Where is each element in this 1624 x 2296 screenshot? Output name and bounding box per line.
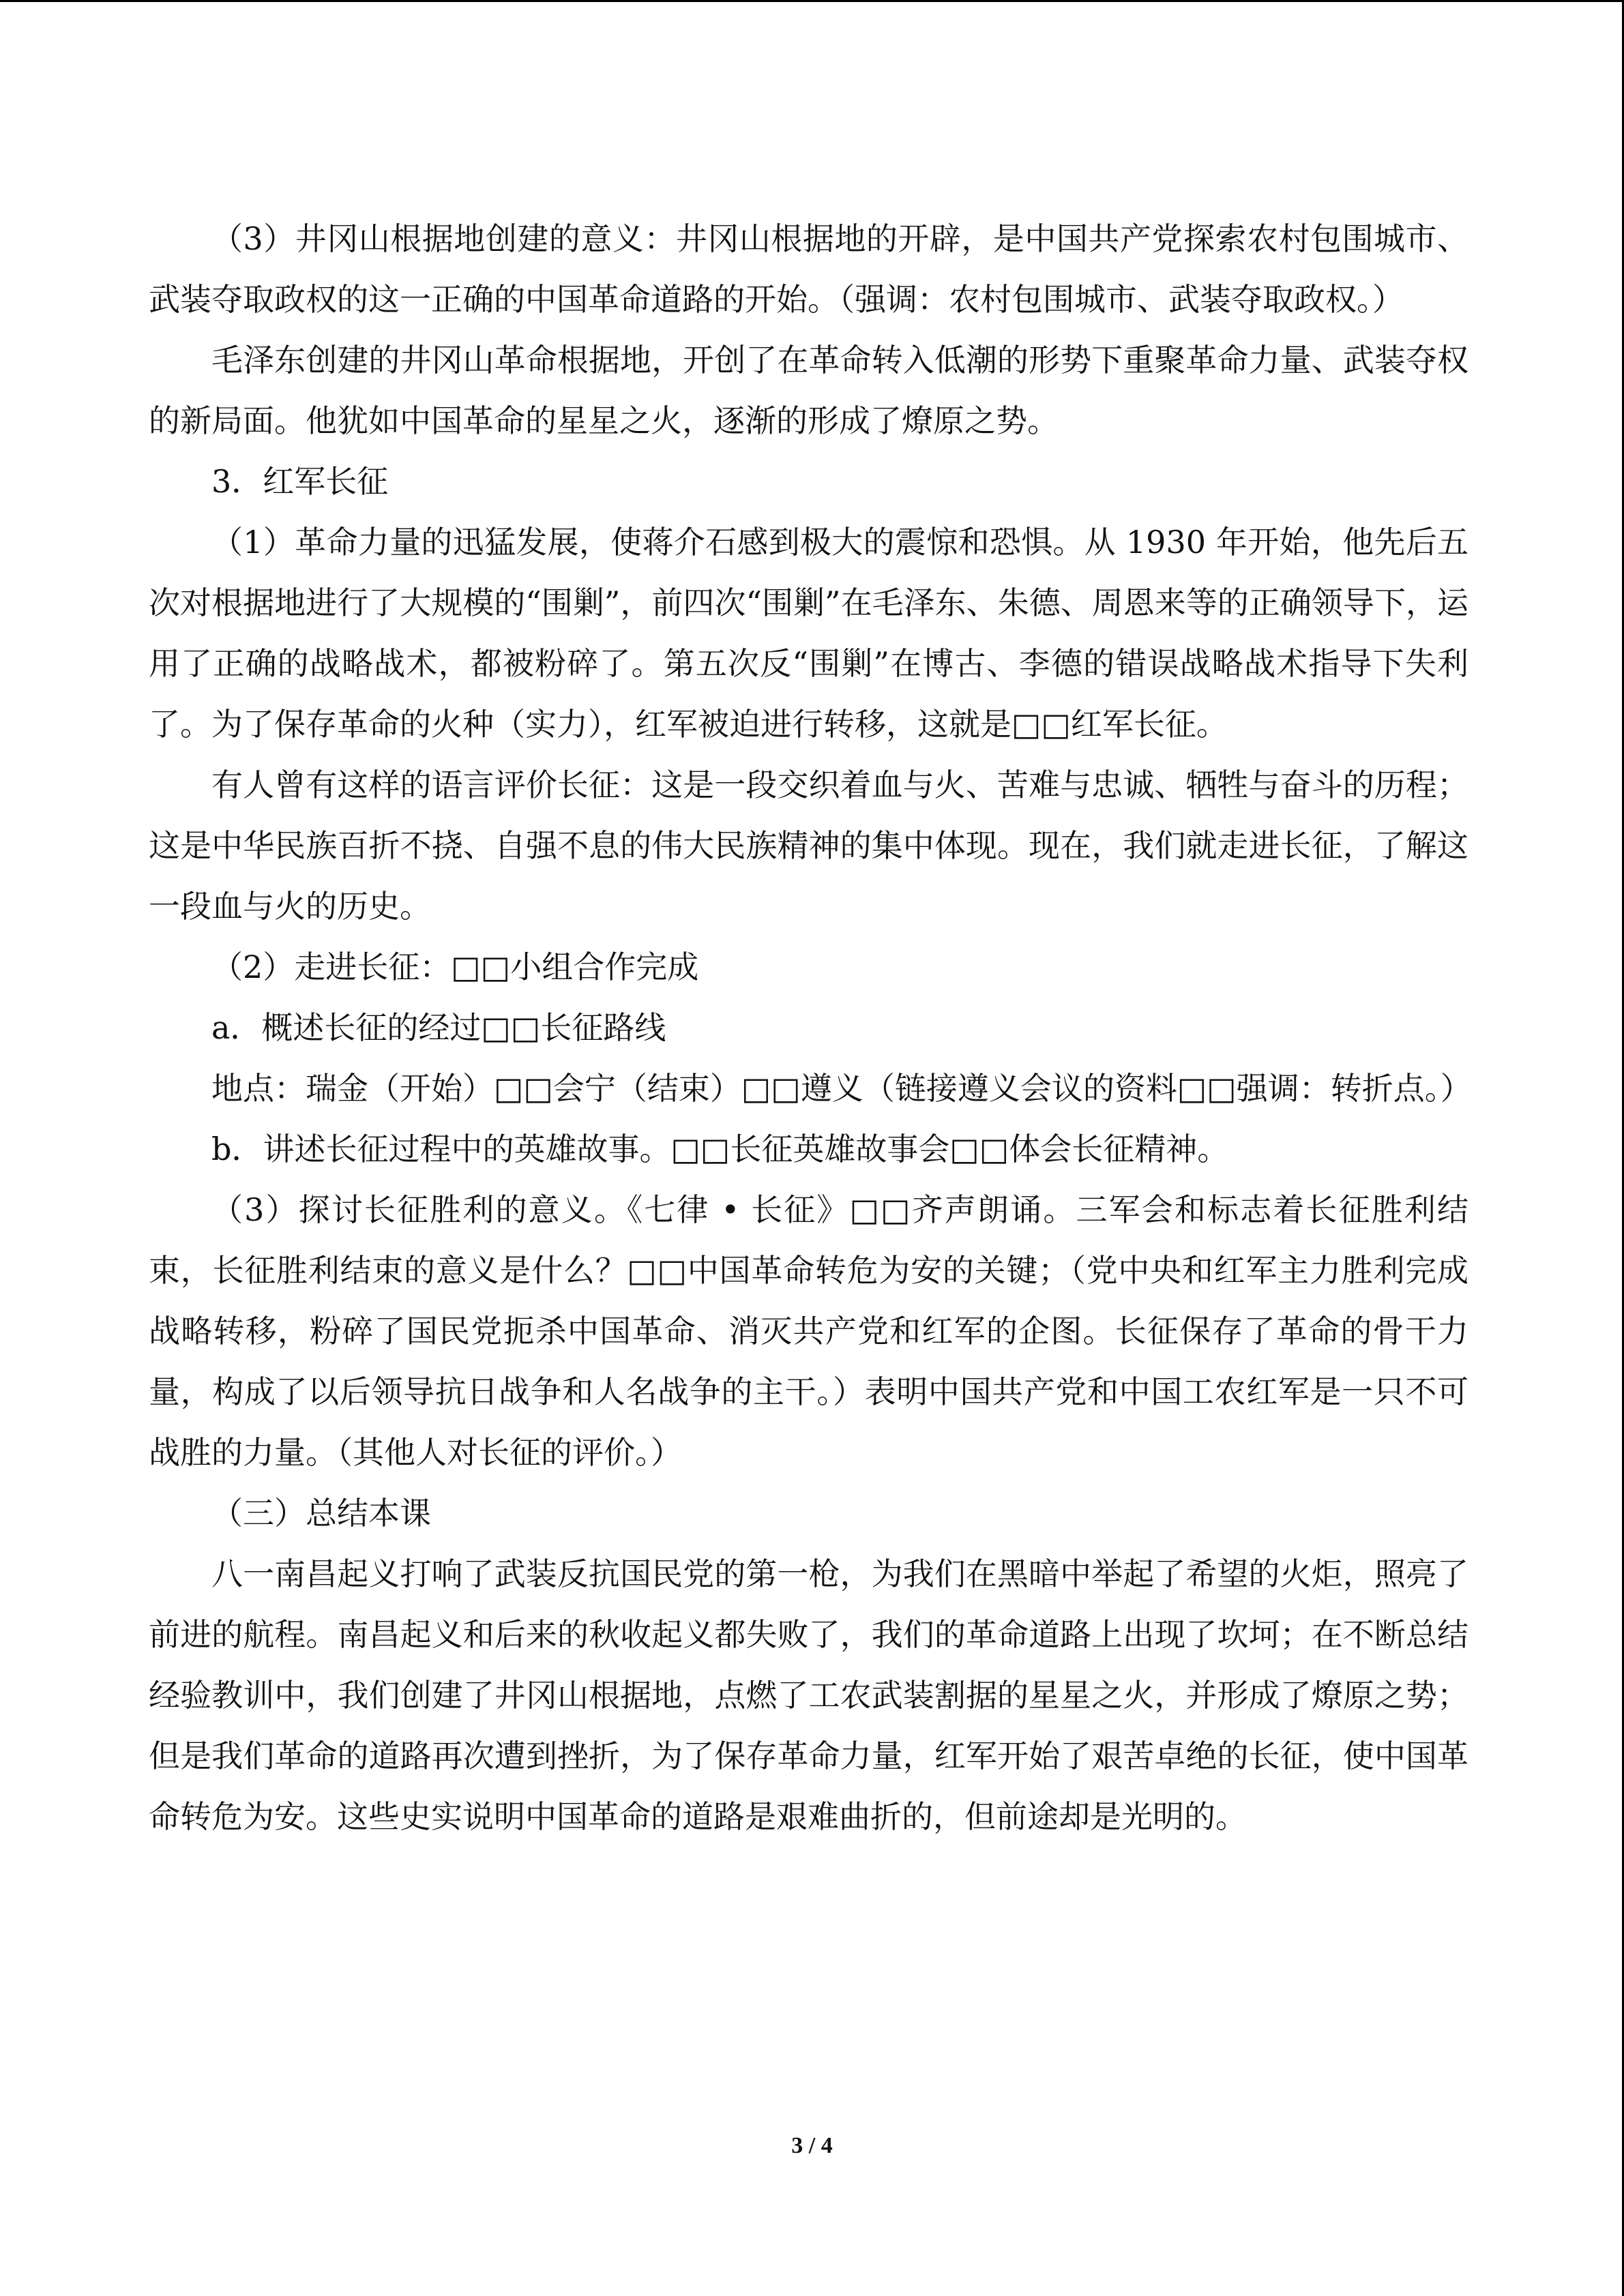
page-number: 3 / 4: [791, 2133, 833, 2158]
paragraph-mao-base-area: 毛泽东创建的井冈山革命根据地，开创了在革命转入低潮的形势下重聚革命力量、武装夺权的新局面。他犹如中国革命的星星之火，逐渐的形成了燎原之势。: [149, 342, 1468, 439]
paragraph-jinggangshan-significance: （3）井冈山根据地创建的意义：井冈山根据地的开辟，是中国共产党探索农村包围城市、武装夺取政权的这一正确的中国革命道路的开始。（强调：农村包围城市、武装夺取政权。）: [149, 220, 1468, 318]
paragraph-lesson-summary: 八一南昌起义打响了武装反抗国民党的第一枪，为我们在黑暗中举起了希望的火炬，照亮了前进的航程。南昌起义和后来的秋收起义都失败了，我们的革命道路上出现了坎坷；在不断总结经验教训中，我们创建了井冈山根据地，点燃了工农武装割据的星星之火，并形成了燎原之势；但是我们革命的道路再次遭到挫折，为了保存革命力量，红军开始了艰苦卓绝的长征，使中国革命转危为安。这些史实说明中国革命的道路是艰难曲折的，但前途却是光明的。: [149, 1555, 1468, 1835]
paragraph-enter-long-march: （2）走进长征：□□小组合作完成: [211, 949, 699, 985]
paragraph-route-overview: a．概述长征的经过□□长征路线: [211, 1009, 666, 1046]
paragraph-victory-significance: （3）探讨长征胜利的意义。《七律 • 长征》□□齐声朗诵。三军会和标志着长征胜利结束，长征胜利结束的意义是什么？□□中国革命转危为安的关键；（党中央和红军主力胜利完成战略转移，粉碎了国民党扼杀中国革命、消灭共产党和红军的企图。长征保存了革命的骨干力量，构成了以后领导抗日战争和人名战争的主干。）表明中国共产党和中国工农红军是一只不可战胜的力量。（其他人对长征的评价。）: [149, 1191, 1468, 1471]
paragraph-long-march-evaluation: 有人曾有这样的语言评价长征：这是一段交织着血与火、苦难与忠诚、牺牲与奋斗的历程；这是中华民族百折不挠、自强不息的伟大民族精神的集中体现。现在，我们就走进长征，了解这一段血与火的历史。: [149, 766, 1468, 925]
document-body: [149, 209, 1472, 1847]
paragraph-hero-stories: b．讲述长征过程中的英雄故事。□□长征英雄故事会□□体会长征精神。: [211, 1131, 1229, 1167]
top-border-line: [0, 0, 1624, 2]
paragraph-encirclement-campaigns: （1）革命力量的迅猛发展，使蒋介石感到极大的震惊和恐惧。从 1930 年开始，他先后五次对根据地进行了大规模的“围剿”，前四次“围剿”在毛泽东、朱德、周恩来等的正确领导下，运用了正确的战略战术，都被粉碎了。第五次反“围剿”在博古、李德的错误战略战术指导下失利了。为了保存革命的火种（实力），红军被迫进行转移，这就是□□红军长征。: [149, 524, 1468, 743]
section-heading-summary: （三）总结本课: [211, 1495, 431, 1532]
section-heading-long-march: 3．红军长征: [211, 463, 389, 500]
paragraph-route-locations: 地点：瑞金（开始）□□会宁（结束）□□遵义（链接遵义会议的资料□□强调：转折点。）: [211, 1070, 1472, 1107]
